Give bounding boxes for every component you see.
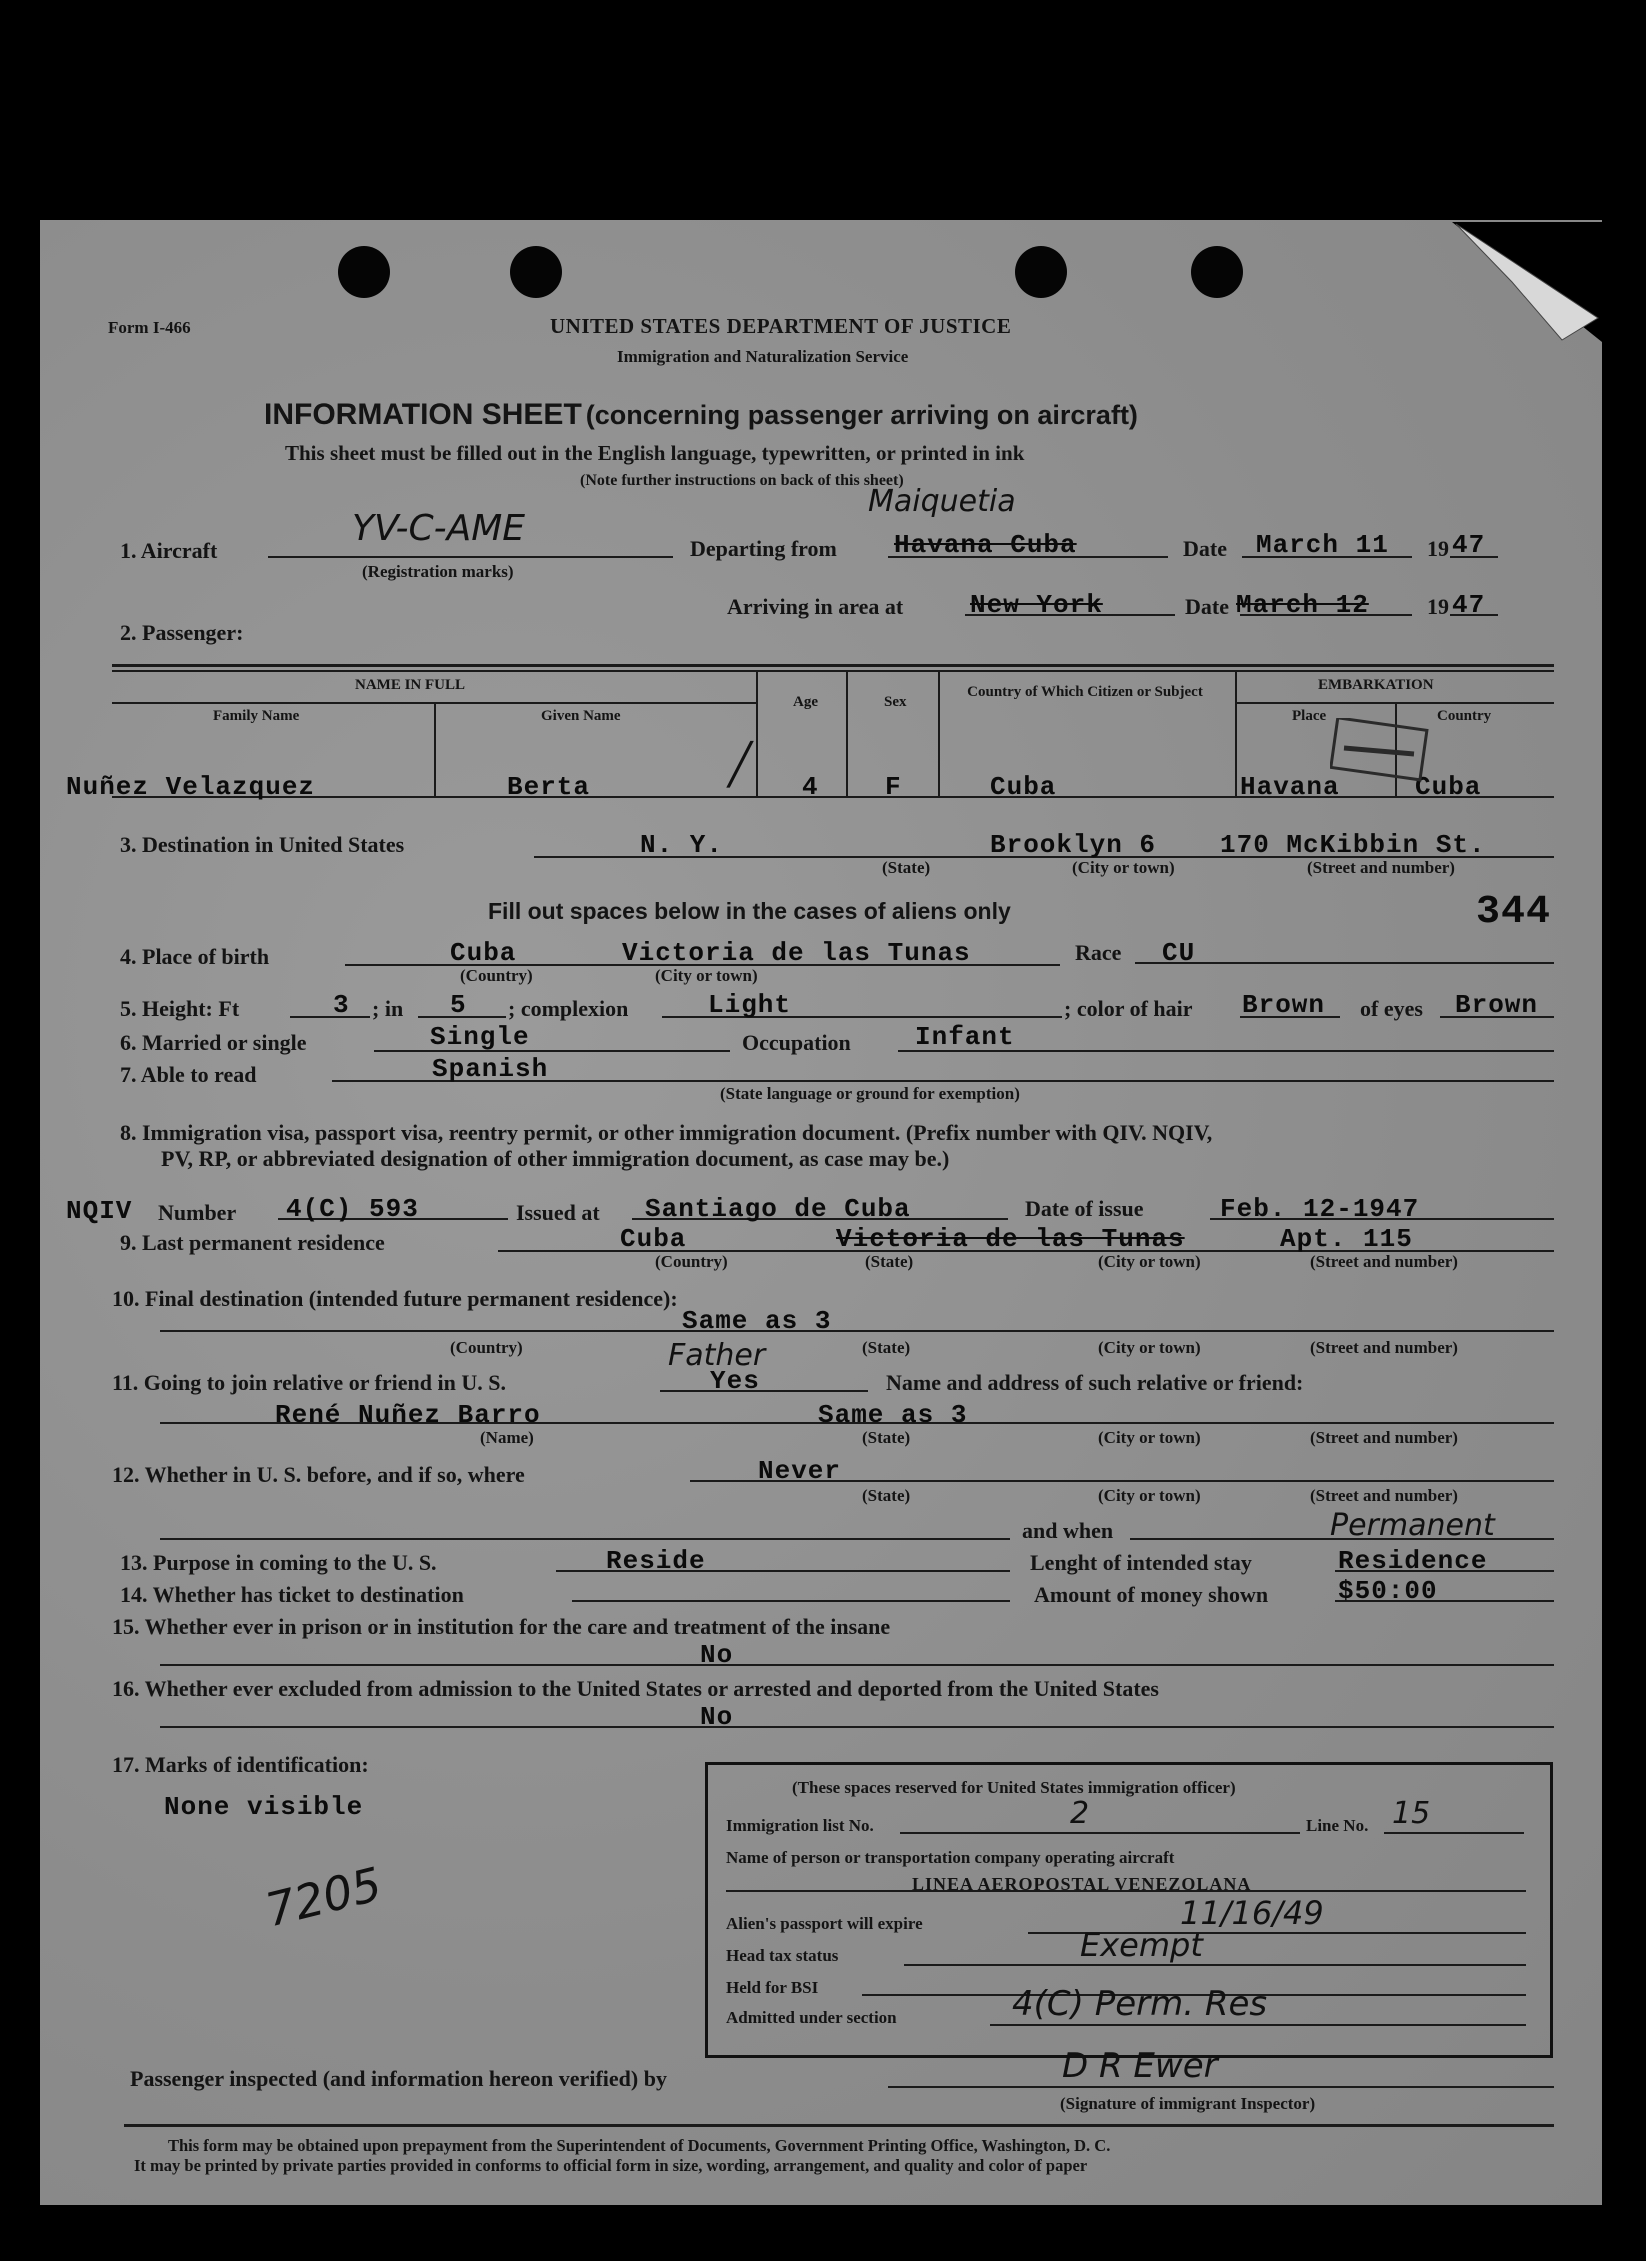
registration-caption: (Registration marks) (362, 562, 514, 581)
destination-state: N. Y. (640, 830, 724, 860)
service-title: Immigration and Naturalization Service (617, 347, 909, 366)
name-address-label: Name and address of such relative or friend: (886, 1370, 1304, 1395)
join-relative-hand: Father (668, 1338, 766, 1373)
aircraft-registration: YV-C-AME (352, 508, 526, 549)
relative-state-caption: (State) (862, 1428, 911, 1447)
signature-caption: (Signature of immigrant Inspector) (1060, 2094, 1316, 2113)
when-label: and when (1022, 1518, 1114, 1543)
title-sub: (concerning passenger arriving on aircraft) (585, 400, 1138, 430)
sex-header: Sex (884, 694, 907, 710)
folded-corner (1452, 222, 1602, 342)
date-issue-value: Feb. 12-1947 (1220, 1194, 1420, 1224)
prison-value: No (700, 1640, 734, 1670)
residence-city-caption: (City or town) (1098, 1252, 1201, 1271)
before-label: 12. Whether in U. S. before, and if so, where (112, 1462, 525, 1487)
stay-label: Lenght of intended stay (1030, 1550, 1252, 1575)
complexion-value: Light (708, 990, 792, 1020)
inspector-signature: D R Ewer (1062, 2046, 1218, 2086)
read-label: 7. Able to read (120, 1062, 257, 1087)
faint-stamp (1330, 718, 1530, 788)
family-name-header: Family Name (213, 708, 300, 724)
birth-city: Victoria de las Tunas (622, 938, 971, 968)
departure-year: 47 (1452, 530, 1486, 560)
purpose-value: Reside (606, 1546, 706, 1576)
money-label: Amount of money shown (1034, 1582, 1269, 1607)
relative-name-caption: (Name) (480, 1428, 534, 1447)
family-name-value: Nuñez Velazquez (66, 772, 316, 802)
departing-label: Departing from (690, 536, 837, 561)
marks-label: 17. Marks of identification: (112, 1752, 369, 1777)
state-caption: (State) (882, 858, 931, 877)
height-label: 5. Height: Ft (120, 996, 240, 1021)
check-mark: ╱ (728, 742, 753, 788)
before-street-caption: (Street and number) (1310, 1486, 1458, 1505)
given-name-value: Berta (507, 772, 591, 802)
arrive-date-label: Date (1185, 594, 1229, 619)
ticket-label: 14. Whether has ticket to destination (120, 1582, 464, 1607)
purpose-label: 13. Purpose in coming to the U. S. (120, 1550, 437, 1575)
final-city-caption: (City or town) (1098, 1338, 1201, 1357)
title-main: INFORMATION SHEET (264, 398, 582, 431)
visa-text: 8. Immigration visa, passport visa, reentry permit, or other immigration document. (Prefix number with QIV. NQIV, (120, 1120, 1213, 1145)
birth-country: Cuba (450, 938, 517, 968)
arrive-year-prefix: 19 (1427, 594, 1449, 619)
money-value: $50:00 (1338, 1576, 1438, 1606)
final-destination-value: Same as 3 (682, 1306, 832, 1336)
eyes-label: of eyes (1360, 996, 1423, 1021)
excluded-value: No (700, 1702, 734, 1732)
instruction: This sheet must be filled out in the English language, typewritten, or printed in ink (285, 441, 1025, 465)
company-label: Name of person or transportation company operating aircraft (726, 1848, 1175, 1867)
birthplace-label: 4. Place of birth (120, 944, 270, 969)
destination-street: 170 McKibbin St. (1220, 830, 1486, 860)
section-value: 4(C) Perm. Res (1012, 1984, 1268, 2024)
bsi-label: Held for BSI (726, 1978, 819, 1997)
residence-country-caption: (Country) (655, 1252, 728, 1271)
punch-hole (1015, 246, 1067, 298)
occupation-value: Infant (915, 1022, 1015, 1052)
age-value: 4 (802, 772, 819, 802)
given-name-header: Given Name (541, 708, 621, 724)
punch-hole (338, 246, 390, 298)
when-hand: Permanent (1330, 1508, 1495, 1543)
relative-city-caption: (City or town) (1098, 1428, 1201, 1447)
relative-address: Same as 3 (818, 1400, 968, 1430)
before-city-caption: (City or town) (1098, 1486, 1201, 1505)
residence-state-caption: (State) (865, 1252, 914, 1271)
residence-label: 9. Last permanent residence (120, 1230, 385, 1255)
immigration-list-value: 2 (1070, 1796, 1090, 1831)
official-heading: (These spaces reserved for United States immigration officer) (792, 1778, 1236, 1797)
visa-prefix: NQIV (66, 1196, 133, 1226)
race-value: CU (1162, 938, 1196, 968)
marks-value: None visible (164, 1792, 364, 1822)
read-caption: (State language or ground for exemption) (720, 1084, 1020, 1103)
eyes-value: Brown (1455, 990, 1539, 1020)
place-header: Place (1292, 708, 1327, 724)
departing-value: Havana Cuba (894, 530, 1077, 560)
punch-hole (510, 246, 562, 298)
line-no-value: 15 (1392, 1796, 1431, 1831)
complexion-label: ; complexion (508, 996, 629, 1021)
line-no-label: Line No. (1306, 1816, 1369, 1835)
issued-label: Issued at (516, 1200, 600, 1225)
read-value: Spanish (432, 1054, 549, 1084)
passport-value: 11/16/49 (1180, 1894, 1324, 1932)
embark-country-value: Cuba (1415, 772, 1482, 802)
excluded-label: 16. Whether ever excluded from admission to the United States or arrested and deported from the United States (112, 1676, 1159, 1701)
aircraft-label: 1. Aircraft (120, 538, 218, 563)
arrival-date: March 12 (1236, 590, 1369, 620)
citizen-header: Country of Which Citizen or Subject (967, 684, 1203, 700)
birth-country-caption: (Country) (460, 966, 533, 985)
embark-place-value: Havana (1240, 772, 1340, 802)
year-prefix: 19 (1427, 536, 1449, 561)
before-value: Never (758, 1456, 842, 1486)
residence-street: Apt. 115 (1280, 1224, 1413, 1254)
join-relative-label: 11. Going to join relative or friend in U. S. (112, 1370, 506, 1395)
race-label: Race (1075, 940, 1122, 965)
citizen-value: Cuba (990, 772, 1057, 802)
passenger-label: 2. Passenger: (120, 620, 244, 645)
visa-text-2: PV, RP, or abbreviated designation of other immigration document, as case may be.) (161, 1146, 950, 1171)
arriving-value: New York (970, 590, 1103, 620)
city-caption: (City or town) (1072, 858, 1175, 877)
hair-label: ; color of hair (1064, 996, 1193, 1021)
final-country-caption: (Country) (450, 1338, 523, 1357)
stamped-number: 344 (1476, 890, 1552, 935)
departing-correction: Maiquetia (868, 484, 1016, 519)
destination-city: Brooklyn 6 (990, 830, 1157, 860)
embarkation-header: EMBARKATION (1318, 677, 1434, 693)
footer-line-1: This form may be obtained upon prepayment from the Superintendent of Documents, Government Printing Office, Washington, D. C. (168, 2136, 1111, 2155)
residence-city: Victoria de las Tunas (836, 1224, 1185, 1254)
issued-value: Santiago de Cuba (645, 1194, 911, 1224)
arriving-label: Arriving in area at (727, 594, 904, 619)
section-label: Admitted under section (726, 2008, 897, 2027)
before-state-caption: (State) (862, 1486, 911, 1505)
residence-country: Cuba (620, 1224, 687, 1254)
relative-street-caption: (Street and number) (1310, 1428, 1458, 1447)
arrival-year: 47 (1452, 590, 1486, 620)
relative-name: René Nuñez Barro (275, 1400, 541, 1430)
height-inches: 5 (450, 990, 467, 1020)
passport-label: Alien's passport will expire (726, 1914, 923, 1933)
final-state-caption: (State) (862, 1338, 911, 1357)
page-title (264, 398, 1138, 432)
age-header: Age (793, 694, 818, 710)
prison-label: 15. Whether ever in prison or in institution for the care and treatment of the insane (112, 1614, 891, 1639)
aliens-heading: Fill out spaces below in the cases of aliens only (488, 898, 1011, 924)
date-issue-label: Date of issue (1025, 1196, 1144, 1221)
final-destination-label: 10. Final destination (intended future permanent residence): (112, 1286, 678, 1311)
stay-value: Residence (1338, 1546, 1488, 1576)
name-in-full-header: NAME IN FULL (355, 677, 466, 693)
final-street-caption: (Street and number) (1310, 1338, 1458, 1357)
sex-value: F (885, 772, 902, 802)
head-tax-value: Exempt (1080, 1926, 1203, 1964)
marital-label: 6. Married or single (120, 1030, 307, 1055)
company-value: LINEA AEROPOSTAL VENEZOLANA (912, 1874, 1252, 1894)
department-title: UNITED STATES DEPARTMENT OF JUSTICE (550, 314, 1012, 338)
punch-hole (1191, 246, 1243, 298)
marital-value: Single (430, 1022, 530, 1052)
departure-date: March 11 (1256, 530, 1389, 560)
visa-number-label: Number (158, 1200, 237, 1225)
street-caption: (Street and number) (1307, 858, 1455, 877)
inches-label: ; in (372, 996, 404, 1021)
inspection-label: Passenger inspected (and information hereon verified) by (130, 2066, 667, 2091)
join-relative-value: Yes (710, 1366, 760, 1396)
residence-street-caption: (Street and number) (1310, 1252, 1458, 1271)
form-number: Form I-466 (108, 318, 191, 337)
destination-label: 3. Destination in United States (120, 832, 405, 857)
instruction-note: (Note further instructions on back of this sheet) (580, 472, 904, 489)
handwritten-number: 7205 (260, 1856, 387, 1938)
height-feet: 3 (333, 990, 350, 1020)
birth-city-caption: (City or town) (655, 966, 758, 985)
immigration-list-label: Immigration list No. (726, 1816, 874, 1835)
head-tax-label: Head tax status (726, 1946, 839, 1965)
country-header: Country (1437, 708, 1492, 724)
occupation-label: Occupation (742, 1030, 851, 1055)
hair-value: Brown (1242, 990, 1326, 1020)
footer-line-2: It may be printed by private parties provided in conforms to official form in size, wording, arrangement, and quality and color of paper (134, 2156, 1088, 2175)
date-label: Date (1183, 536, 1227, 561)
visa-number: 4(C) 593 (286, 1194, 419, 1224)
